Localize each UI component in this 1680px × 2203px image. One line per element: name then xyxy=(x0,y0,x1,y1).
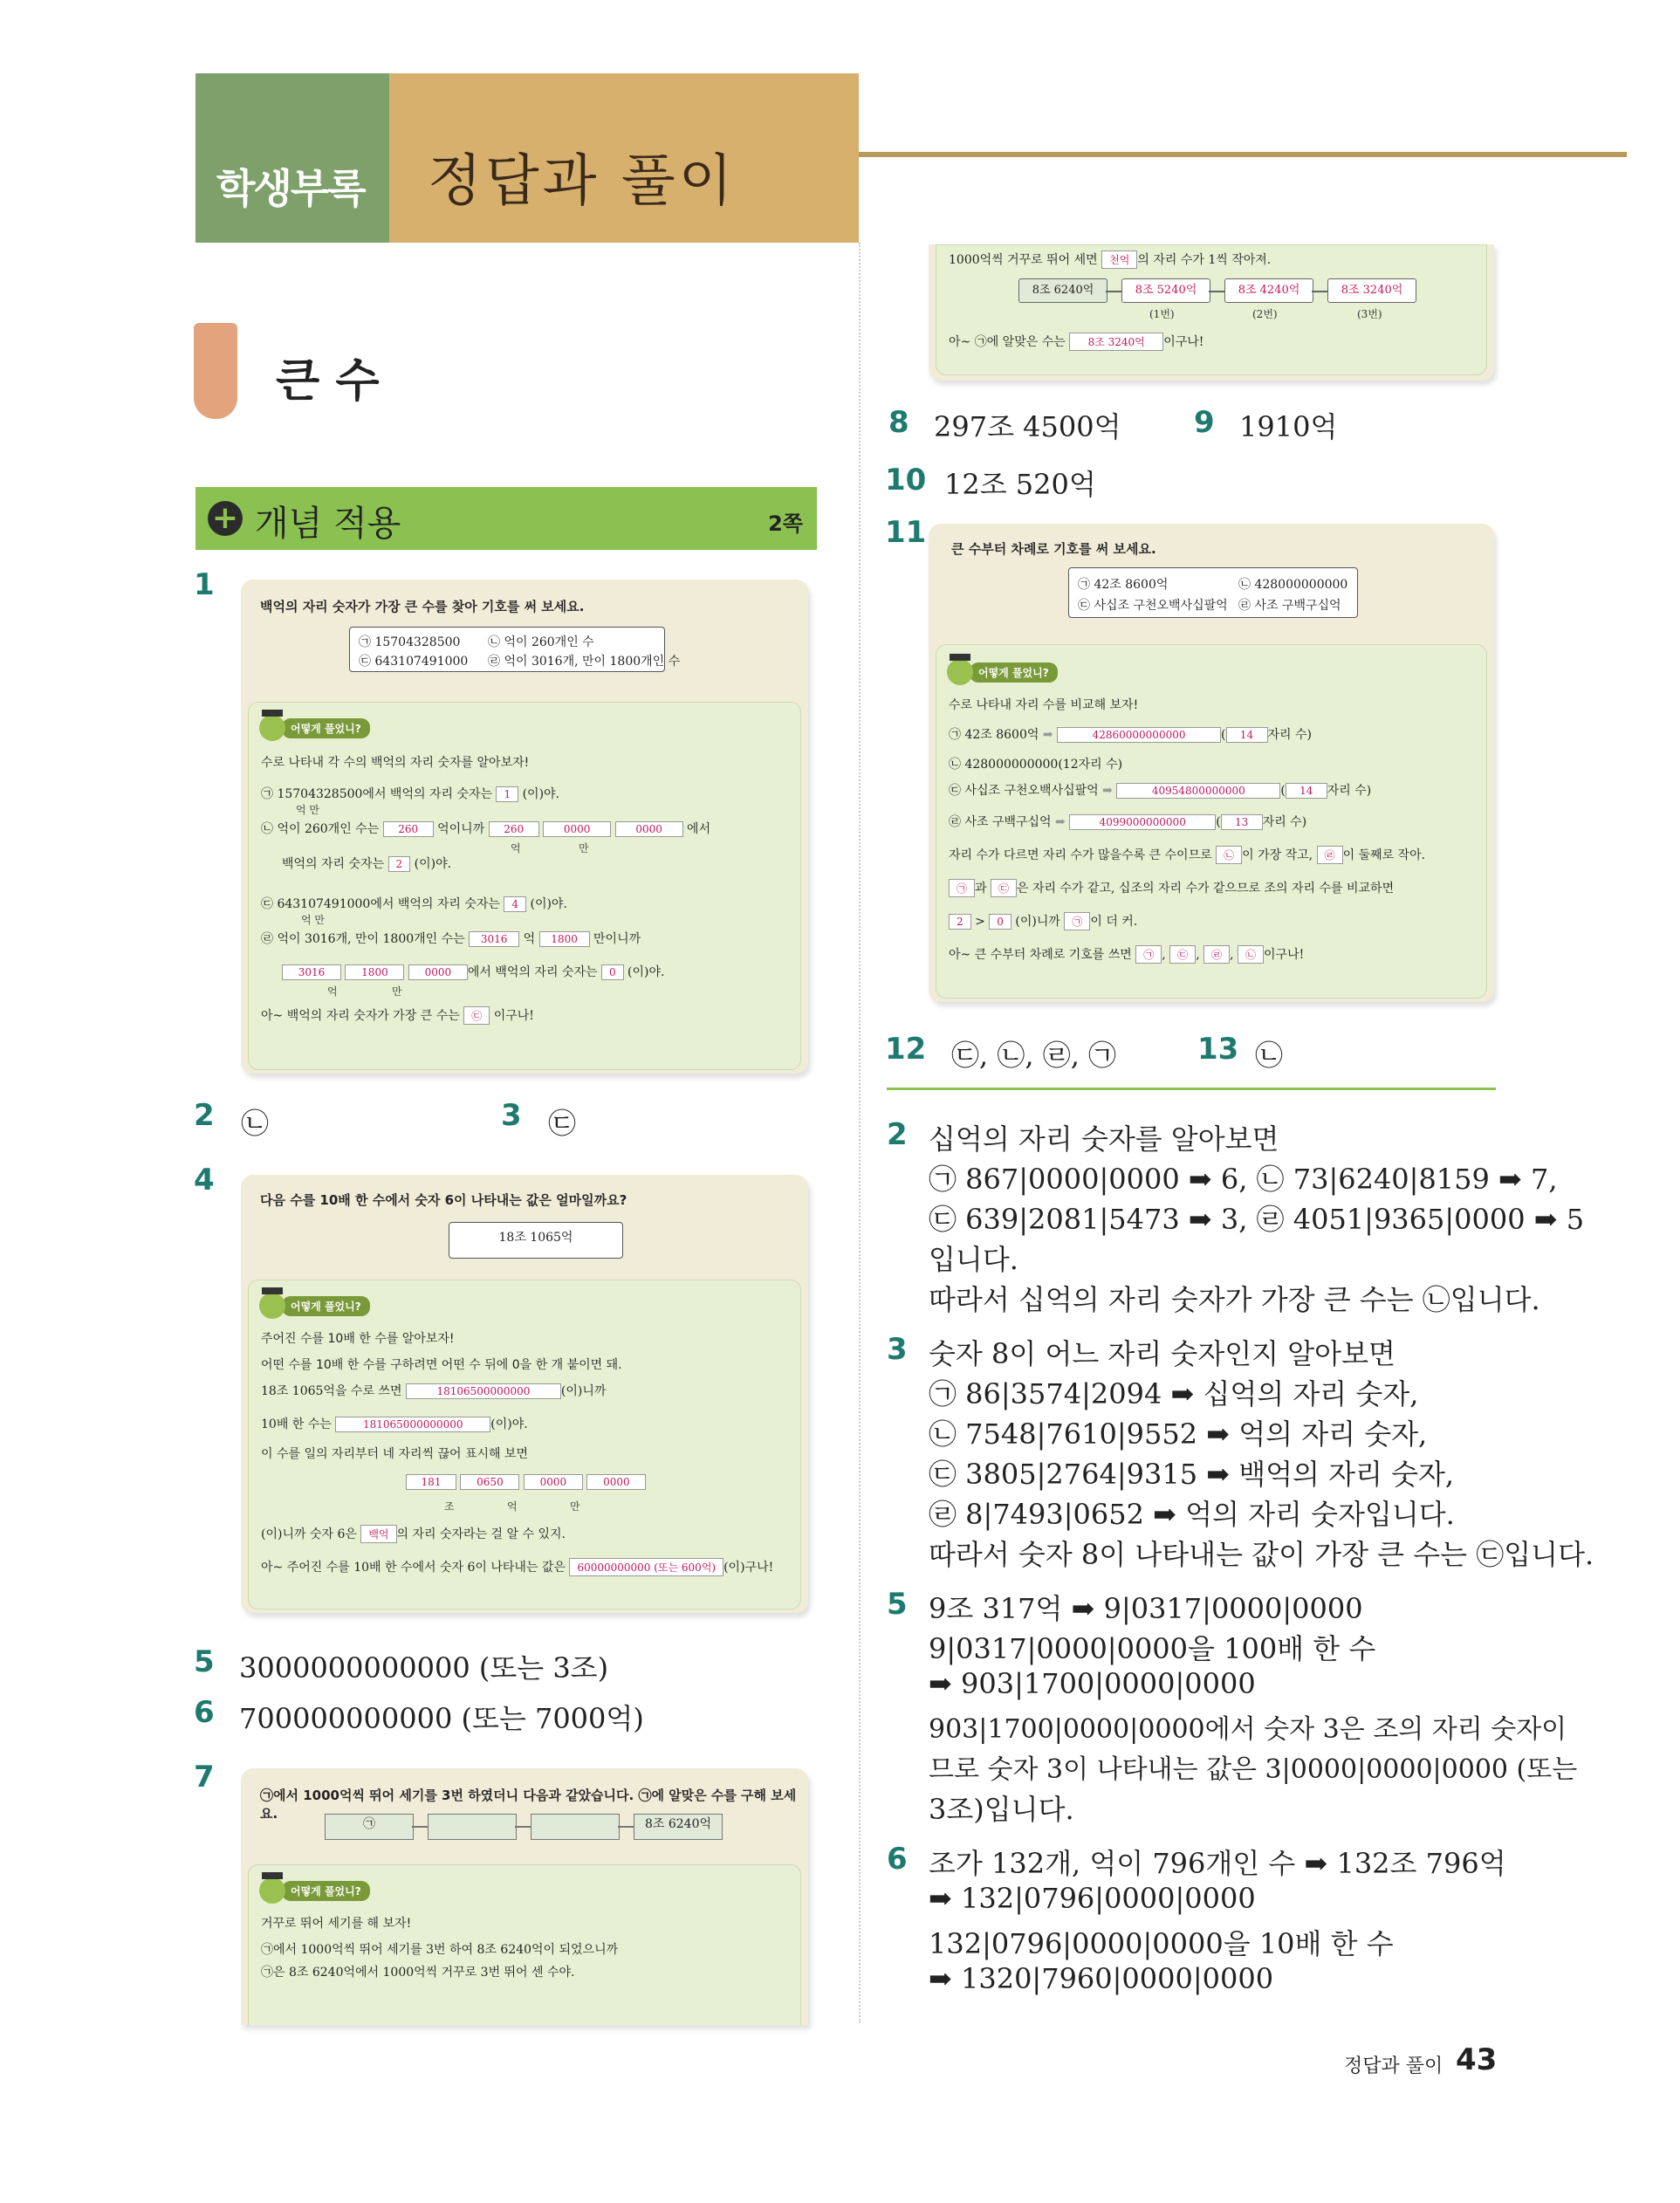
q12-answer: ㉢, ㉡, ㉣, ㉠ xyxy=(951,1039,1117,1072)
q4-question: 다음 수를 10배 한 수에서 숫자 6이 나타내는 값은 얼마일까요? xyxy=(260,1192,627,1208)
q4-tip-label: 어떻게 풀었니? xyxy=(282,1296,370,1316)
q4-line: 10배 한 수는 181065000000000 (이)야. xyxy=(261,1417,528,1431)
q11-line: 수로 나타내 자리 수를 비교해 보자! xyxy=(949,698,1139,712)
q1-under: 억 만 xyxy=(301,914,325,926)
q1-opt2: ㉡ 억이 260개인 수 xyxy=(488,635,594,649)
q11-opt3: ㉢ 사십조 구천오백사십팔억 xyxy=(1078,599,1228,613)
q7-blank xyxy=(428,1814,517,1840)
q11-line: ㉠ 42조 8600억 ➡ 42860000000000 ( 14 자리 수) xyxy=(949,728,1312,742)
sol3-line: 따라서 숫자 8이 나타내는 값이 가장 큰 수는 ㉢입니다. xyxy=(929,1538,1594,1571)
q11-opt2: ㉡ 428000000000 xyxy=(1238,578,1348,592)
sol6-body xyxy=(929,1842,1506,2002)
q7-solution xyxy=(248,1864,801,2025)
sol6-line: ➡ 1320|7960|0000|0000 xyxy=(929,1962,1274,1995)
q7-tip-label: 어떻게 풀었니? xyxy=(282,1881,370,1901)
sol5-line: 므로 숫자 3이 나타내는 값은 3|0000|0000|0000 (또는 xyxy=(929,1754,1578,1785)
q3-number: 3 xyxy=(501,1098,522,1133)
q3-answer: ㉢ xyxy=(548,1107,577,1140)
q11-solution xyxy=(936,644,1487,999)
q7-cont-solution xyxy=(936,244,1487,375)
q5-answer: 3000000000000 (또는 3조) xyxy=(239,1651,609,1685)
sol5-line: ➡ 903|1700|0000|0000 xyxy=(929,1667,1256,1700)
q7-start: ㉠ xyxy=(325,1814,414,1840)
q1-line: ㉣ 억이 3016개, 만이 1800개인 수는 3016 억 1800 만이니까 xyxy=(261,932,641,946)
sol3-line: ㉠ 86|3574|2094 ➡ 십억의 자리 숫자, xyxy=(929,1377,1419,1410)
q2-number: 2 xyxy=(194,1098,215,1133)
q1-line: ㉠ 15704328500에서 백억의 자리 숫자는 1 (이)야. xyxy=(261,787,560,801)
q11-tip-label: 어떻게 풀었니? xyxy=(970,662,1058,683)
q4-line: 18조 1065억을 수로 쓰면 18106500000000 (이)니까 xyxy=(261,1384,607,1398)
q1-under: 만 xyxy=(579,842,589,854)
section-page: 2쪽 xyxy=(768,511,803,536)
q11-card xyxy=(929,524,1494,1002)
section-title: 개념 적용 xyxy=(255,504,401,544)
q1-under: 억 xyxy=(511,842,521,854)
student-icon xyxy=(947,659,973,685)
sol2-line: ㉠ 867|0000|0000 ➡ 6, ㉡ 73|6240|8159 ➡ 7, xyxy=(929,1163,1558,1196)
q1-opt4: ㉣ 억이 3016개, 만이 1800개인 수 xyxy=(488,655,681,669)
q11-line: ㉠ 과 ㉢ 은 자리 수가 같고, 십조의 자리 수가 같으므로 조의 자리 수를 비교하면 xyxy=(949,879,1394,897)
section-bar xyxy=(195,487,817,550)
q1-line: ㉡ 억이 260개인 수는 260 억이니까 260 0000 0000 에서 xyxy=(261,822,711,836)
q11-line: ㉡ 428000000000(12자리 수) xyxy=(949,758,1123,772)
q11-tip xyxy=(947,659,1058,685)
q11-line: 아~ 큰 수부터 차례로 기호를 쓰면 ㉠ , ㉢ , ㉣ , ㉡ 이구나! xyxy=(949,945,1304,964)
sol5-line: 903|1700|0000|0000에서 숫자 3은 조의 자리 숫자이 xyxy=(929,1714,1567,1745)
sol6-line: 132|0796|0000|0000을 10배 한 수 xyxy=(929,1927,1394,1960)
q1-number: 1 xyxy=(194,567,215,602)
chapter-title: 큰 수 xyxy=(276,355,380,408)
q1-tip xyxy=(259,715,370,741)
q7-line: ㉠은 8조 6240억에서 1000억씩 거꾸로 3번 뛰어 센 수야. xyxy=(261,1966,575,1980)
q6-answer: 700000000000 (또는 7000억) xyxy=(239,1702,644,1735)
sol6-number: 6 xyxy=(887,1842,908,1877)
q1-solution xyxy=(248,702,801,1070)
q4-tip xyxy=(259,1293,370,1319)
q1-line: 3016 1800 0000 에서 백억의 자리 숫자는 0 (이)야. xyxy=(282,963,664,980)
q4-line: 이 수를 일의 자리부터 네 자리씩 끊어 표시해 보면 xyxy=(261,1447,529,1461)
q9-number: 9 xyxy=(1194,405,1215,440)
sol6-line: ➡ 132|0796|0000|0000 xyxy=(929,1882,1256,1915)
q4-line: 어떤 수를 10배 한 수를 구하려면 어떤 수 뒤에 0을 한 개 붙이면 돼. xyxy=(261,1358,622,1372)
q11-opt1: ㉠ 42조 8600억 xyxy=(1078,578,1169,592)
q13-number: 13 xyxy=(1197,1032,1239,1067)
q1-options xyxy=(349,627,681,672)
section-rule xyxy=(887,1088,1496,1090)
q7-step-label: (2번) xyxy=(1252,308,1278,320)
sol2-body xyxy=(929,1117,1584,1318)
q11-options xyxy=(1068,567,1358,618)
sol5-line: 3조)입니다. xyxy=(929,1793,1074,1826)
q4-unit: 억 xyxy=(507,1500,518,1513)
sol3-line: ㉢ 3805|2764|9315 ➡ 백억의 자리 숫자, xyxy=(929,1458,1455,1491)
q7-flow-step: 8조 5240억 xyxy=(1121,278,1210,303)
q11-line: 2 > 0 (이)니까 ㉠ 이 더 커. xyxy=(949,912,1137,930)
q11-opt4: ㉣ 사조 구백구십억 xyxy=(1238,599,1341,613)
q5-number: 5 xyxy=(194,1644,215,1679)
q1-line: ㉢ 643107491000에서 백억의 자리 숫자는 4 (이)야. xyxy=(261,897,567,911)
q4-line: 아~ 주어진 수를 10배 한 수에서 숫자 6이 나타내는 값은 60000000000 (또는 600억) (이)구나! xyxy=(261,1558,773,1576)
q11-question: 큰 수부터 차례로 기호를 써 보세요. xyxy=(951,541,1156,557)
q7-line: 거꾸로 뛰어 세기를 해 보자! xyxy=(261,1917,412,1931)
q7-flow-step: 8조 4240억 xyxy=(1224,278,1313,303)
q1-line: 아~ 백억의 자리 숫자가 가장 큰 수는 ㉢ 이구나! xyxy=(261,1006,534,1025)
q7-step-label: (1번) xyxy=(1149,308,1175,320)
q7-question: ㉠에서 1000억씩 뛰어 세기를 3번 하였더니 다음과 같았습니다. ㉠에 알맞은 수를 구해 보세요. xyxy=(260,1788,797,1822)
header-title: 정답과 풀이 xyxy=(428,149,737,214)
q7-blank xyxy=(531,1814,620,1840)
q7-tip xyxy=(259,1877,370,1904)
q8-answer: 297조 4500억 xyxy=(934,410,1121,443)
q7-cont-line1: 1000억씩 거꾸로 뛰어 세면 천억 의 자리 수가 1씩 작아져. xyxy=(949,250,1271,269)
sol3-body xyxy=(929,1332,1594,1573)
q7-connector xyxy=(618,1826,634,1828)
header-rule xyxy=(859,152,1627,157)
header-badge xyxy=(195,73,389,243)
q7-flow-connector xyxy=(1106,291,1121,292)
sol2-line: 입니다. xyxy=(929,1243,1018,1276)
q1-under: 억 만 xyxy=(296,804,319,816)
sol2-line: ㉢ 639|2081|5473 ➡ 3, ㉣ 4051|9365|0000 ➡ 5 xyxy=(929,1203,1585,1236)
q4-unit: 조 xyxy=(444,1500,455,1513)
q7-flow-connector xyxy=(1209,291,1224,292)
q1-under: 만 xyxy=(392,985,402,998)
q10-number: 10 xyxy=(885,463,927,498)
student-icon xyxy=(259,715,285,741)
q1-opt1: ㉠ 15704328500 xyxy=(359,635,461,649)
q2-answer: ㉡ xyxy=(241,1107,270,1140)
q1-line: 수로 나타내 각 수의 백억의 자리 숫자를 알아보자! xyxy=(261,756,530,770)
sol3-line: ㉣ 8|7493|0652 ➡ 억의 자리 숫자입니다. xyxy=(929,1498,1455,1531)
q1-under: 억 xyxy=(327,985,338,998)
q4-groups: 181 0650 0000 0000 xyxy=(406,1474,646,1490)
column-divider xyxy=(859,243,861,2023)
header-title-box xyxy=(389,73,859,243)
q11-line: ㉢ 사십조 구천오백사십팔억 ➡ 40954800000000 ( 14 자리 수) xyxy=(949,784,1372,798)
q6-number: 6 xyxy=(194,1695,215,1730)
sol2-number: 2 xyxy=(887,1117,908,1152)
header-badge-text: 학생부록 xyxy=(216,165,365,212)
sol2-line: 따라서 십억의 자리 숫자가 가장 큰 수는 ㉡입니다. xyxy=(929,1283,1540,1316)
q7-flow-start: 8조 6240억 xyxy=(1018,278,1107,303)
student-icon xyxy=(259,1293,285,1319)
q11-number: 11 xyxy=(885,515,927,550)
sol5-body xyxy=(929,1587,1577,1828)
footer-page-number: 43 xyxy=(1456,2042,1498,2077)
student-icon xyxy=(259,1877,285,1904)
q7-connector xyxy=(412,1826,428,1828)
q7-cont-card xyxy=(929,244,1494,381)
q7-connector xyxy=(515,1826,531,1828)
chapter-number-bar xyxy=(194,323,237,419)
q4-card xyxy=(241,1175,808,1613)
q10-answer: 12조 520억 xyxy=(944,468,1096,501)
sol3-line: ㉡ 7548|7610|9552 ➡ 억의 자리 숫자, xyxy=(929,1417,1428,1451)
sol3-line: 숫자 8이 어느 자리 숫자인지 알아보면 xyxy=(929,1337,1395,1370)
q7-cont-line2: 아~ ㉠에 알맞은 수는 8조 3240억 이구나! xyxy=(949,333,1203,351)
sol2-line: 십억의 자리 숫자를 알아보면 xyxy=(929,1122,1279,1156)
q7-step-label: (3번) xyxy=(1357,308,1382,320)
q12-number: 12 xyxy=(885,1032,927,1067)
q11-line: 자리 수가 다르면 자리 수가 많을수록 큰 수이므로 ㉡ 이 가장 작고, ㉣ 이 둘째로 작아. xyxy=(949,846,1425,864)
q9-answer: 1910억 xyxy=(1239,410,1338,443)
q4-number: 4 xyxy=(194,1163,215,1198)
q13-answer: ㉡ xyxy=(1255,1039,1284,1072)
q4-line: 주어진 수를 10배 한 수를 알아보자! xyxy=(261,1332,455,1346)
q7-end: 8조 6240억 xyxy=(634,1814,723,1840)
q1-card xyxy=(241,580,808,1074)
sol5-number: 5 xyxy=(887,1587,908,1622)
q7-flow-step: 8조 3240억 xyxy=(1327,278,1416,303)
sol5-line: 9|0317|0000|0000을 100배 한 수 xyxy=(929,1632,1376,1665)
plus-icon: + xyxy=(208,501,243,536)
sol5-line: 9조 317억 ➡ 9|0317|0000|0000 xyxy=(929,1592,1363,1625)
q4-solution xyxy=(248,1280,801,1609)
q1-question: 백억의 자리 숫자가 가장 큰 수를 찾아 기호를 써 보세요. xyxy=(260,599,585,614)
sol3-number: 3 xyxy=(887,1332,908,1367)
q7-line: ㉠에서 1000억씩 뛰어 세기를 3번 하여 8조 6240억이 되었으니까 xyxy=(261,1943,619,1957)
q4-given: 18조 1065억 xyxy=(449,1222,623,1259)
sol6-line: 조가 132개, 억이 796개인 수 ➡ 132조 796억 xyxy=(929,1847,1506,1880)
q4-line: (이)니까 숫자 6은 백억 의 자리 숫자라는 걸 알 수 있지. xyxy=(261,1525,566,1543)
q1-opt3: ㉢ 643107491000 xyxy=(359,655,469,669)
q7-number: 7 xyxy=(194,1760,215,1795)
q4-unit: 만 xyxy=(570,1500,580,1513)
q8-number: 8 xyxy=(888,405,909,440)
q7-flow-connector xyxy=(1312,291,1327,292)
q1-line: 백억의 자리 숫자는 2 (이)야. xyxy=(282,857,452,871)
footer-title: 정답과 풀이 xyxy=(1344,2055,1443,2077)
q11-line: ㉣ 사조 구백구십억 ➡ 4099000000000 ( 13 자리 수) xyxy=(949,815,1307,829)
q7-card xyxy=(241,1768,808,2025)
q1-tip-label: 어떻게 풀었니? xyxy=(282,718,370,738)
